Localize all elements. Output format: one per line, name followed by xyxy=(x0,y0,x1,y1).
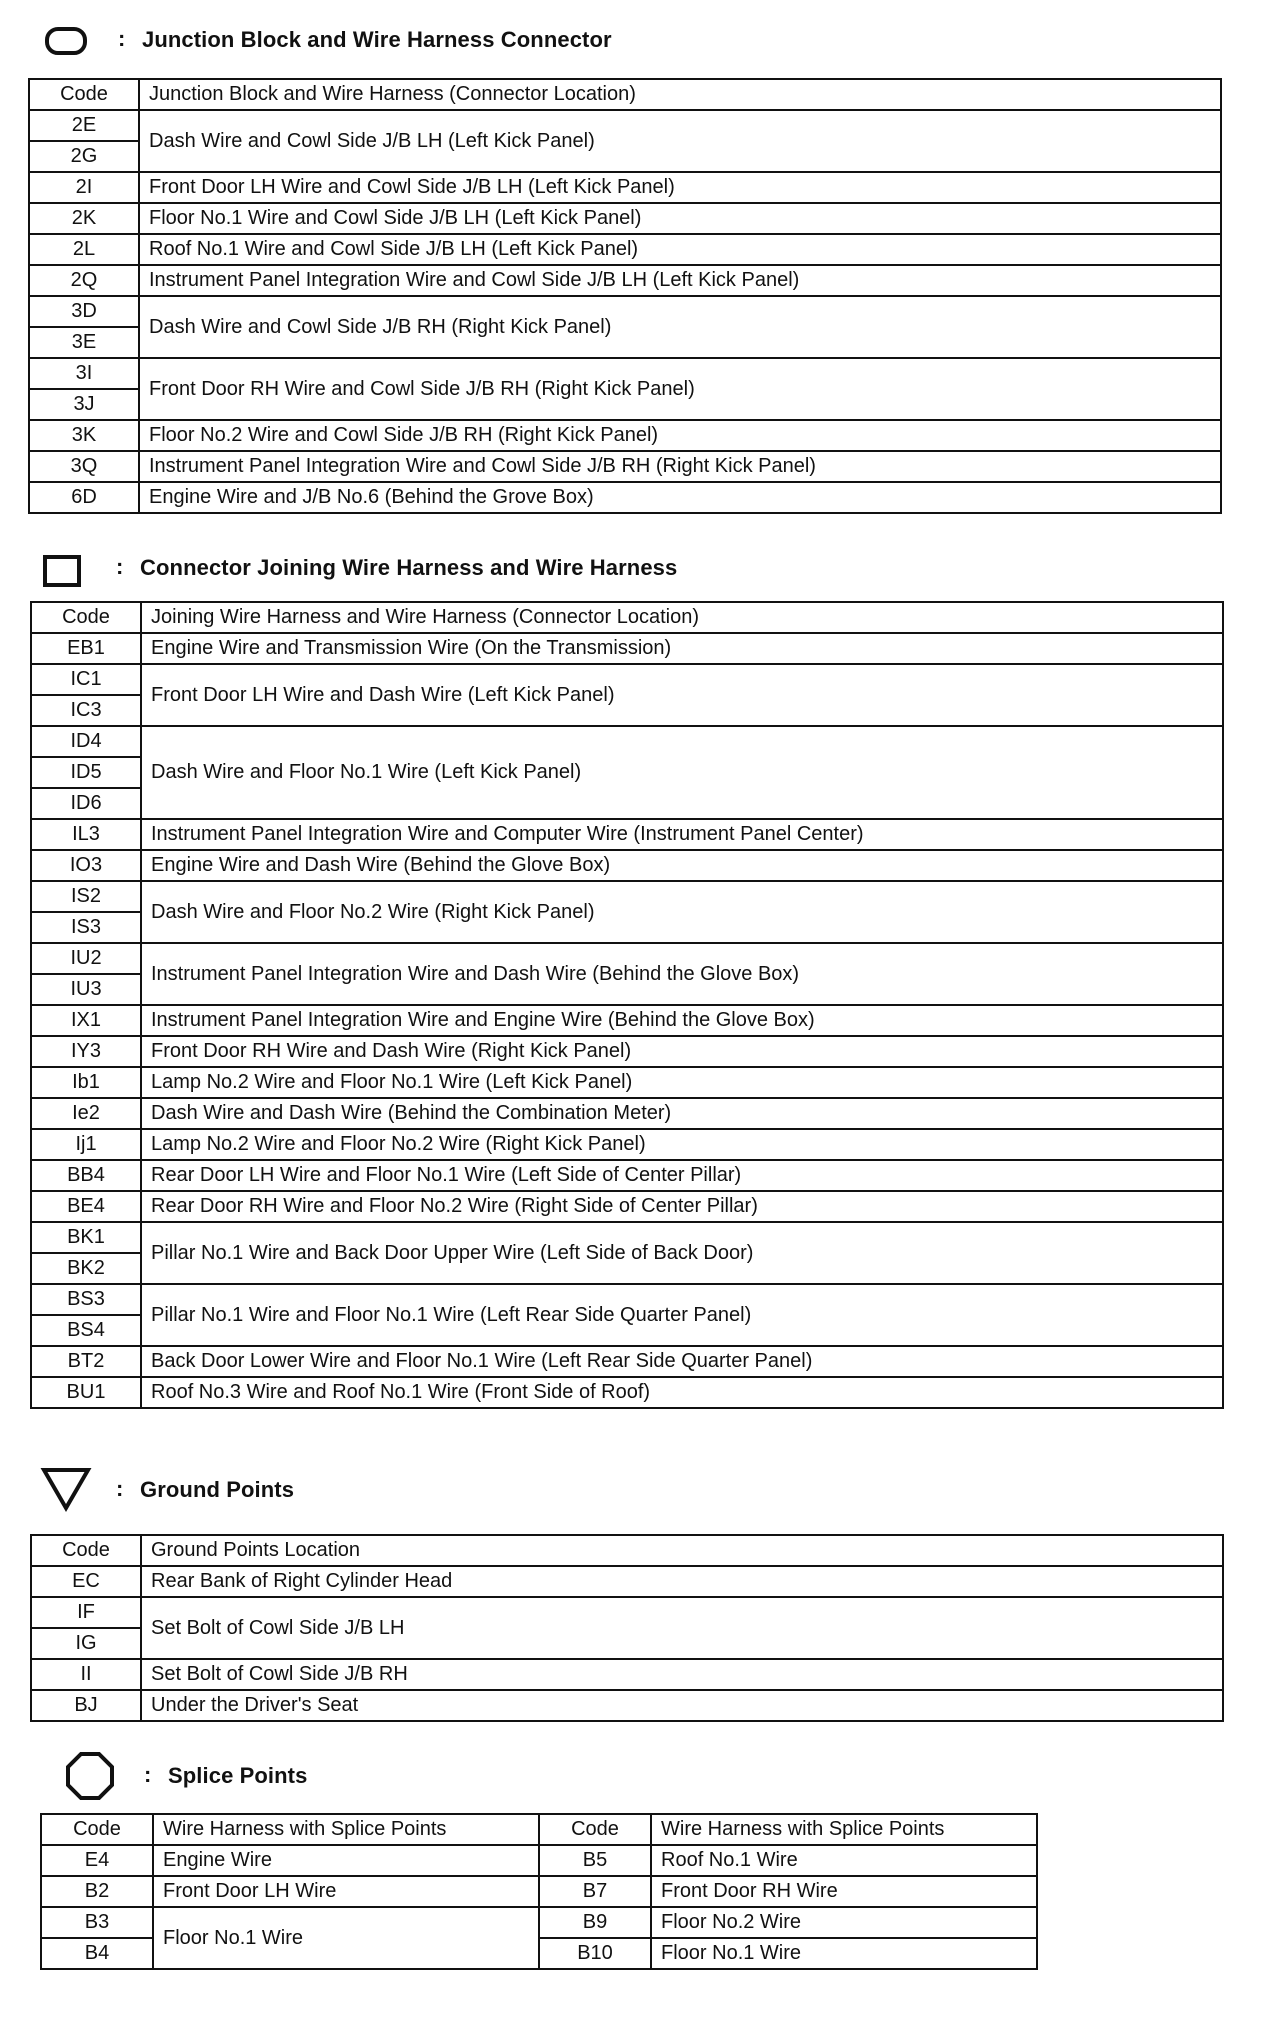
table-row xyxy=(29,234,1221,265)
section-title: Connector Joining Wire Harness and Wire Harness xyxy=(140,555,678,580)
header-code: Code xyxy=(29,79,139,110)
description-cell: Dash Wire and Floor No.1 Wire (Left Kick Panel) xyxy=(141,726,1223,819)
table-row xyxy=(31,1690,1223,1721)
code-cell: BE4 xyxy=(31,1191,141,1222)
description-cell: Front Door LH Wire and Dash Wire (Left Kick Panel) xyxy=(141,664,1223,726)
description-cell: Dash Wire and Floor No.2 Wire (Right Kick Panel) xyxy=(141,881,1223,943)
code-cell: Ie2 xyxy=(31,1098,141,1129)
header-row xyxy=(31,602,1223,633)
code-cell: 3K xyxy=(29,420,139,451)
code-cell: B9 xyxy=(539,1907,651,1938)
header-description: Ground Points Location xyxy=(141,1535,1223,1566)
table-row xyxy=(31,850,1223,881)
description-cell: Instrument Panel Integration Wire and Cowl Side J/B LH (Left Kick Panel) xyxy=(139,265,1221,296)
section-splice-heading xyxy=(60,1746,560,1804)
junction-table xyxy=(28,78,1222,514)
header-row xyxy=(29,79,1221,110)
table-row xyxy=(31,1377,1223,1408)
code-cell: IU2 xyxy=(31,943,141,974)
code-cell: EC xyxy=(31,1566,141,1597)
description-cell: Instrument Panel Integration Wire and Engine Wire (Behind the Glove Box) xyxy=(141,1005,1223,1036)
description-cell: Dash Wire and Dash Wire (Behind the Combination Meter) xyxy=(141,1098,1223,1129)
description-cell: Instrument Panel Integration Wire and Dash Wire (Behind the Glove Box) xyxy=(141,943,1223,1005)
description-cell: Roof No.1 Wire and Cowl Side J/B LH (Left Kick Panel) xyxy=(139,234,1221,265)
description-cell: Dash Wire and Cowl Side J/B RH (Right Kick Panel) xyxy=(139,296,1221,358)
description-cell: Front Door RH Wire xyxy=(651,1876,1037,1907)
code-cell: IY3 xyxy=(31,1036,141,1067)
section-title: Ground Points xyxy=(140,1477,295,1502)
description-cell: Lamp No.2 Wire and Floor No.1 Wire (Left Kick Panel) xyxy=(141,1067,1223,1098)
description-cell: Rear Bank of Right Cylinder Head xyxy=(141,1566,1223,1597)
code-cell: 3E xyxy=(29,327,139,358)
code-cell: 2E xyxy=(29,110,139,141)
description-cell: Dash Wire and Cowl Side J/B LH (Left Kick Panel) xyxy=(139,110,1221,172)
description-cell: Under the Driver's Seat xyxy=(141,1690,1223,1721)
header-description: Wire Harness with Splice Points xyxy=(153,1814,539,1845)
table-row xyxy=(29,172,1221,203)
table-row xyxy=(29,451,1221,482)
table-row xyxy=(31,1346,1223,1377)
table-row xyxy=(31,1191,1223,1222)
table-row xyxy=(29,296,1221,327)
description-cell: Engine Wire xyxy=(153,1845,539,1876)
code-cell: ID4 xyxy=(31,726,141,757)
description-cell: Floor No.1 Wire xyxy=(153,1907,539,1969)
description-cell: Rear Door RH Wire and Floor No.2 Wire (Right Side of Center Pillar) xyxy=(141,1191,1223,1222)
table-row xyxy=(31,1566,1223,1597)
description-cell: Lamp No.2 Wire and Floor No.2 Wire (Right Kick Panel) xyxy=(141,1129,1223,1160)
table-row xyxy=(539,1907,1037,1938)
rounded-rectangle-icon xyxy=(44,26,88,56)
description-cell: Floor No.2 Wire and Cowl Side J/B RH (Right Kick Panel) xyxy=(139,420,1221,451)
header-code: Code xyxy=(41,1814,153,1845)
description-cell: Instrument Panel Integration Wire and Computer Wire (Instrument Panel Center) xyxy=(141,819,1223,850)
code-cell: BK1 xyxy=(31,1222,141,1253)
description-cell: Back Door Lower Wire and Floor No.1 Wire (Left Rear Side Quarter Panel) xyxy=(141,1346,1223,1377)
header-code: Code xyxy=(31,1535,141,1566)
header-row xyxy=(31,1535,1223,1566)
description-cell: Engine Wire and Dash Wire (Behind the Glove Box) xyxy=(141,850,1223,881)
section-title: Junction Block and Wire Harness Connector xyxy=(142,27,612,52)
code-cell: Ib1 xyxy=(31,1067,141,1098)
header-row xyxy=(41,1814,539,1845)
table-row xyxy=(31,1067,1223,1098)
code-cell: ID6 xyxy=(31,788,141,819)
table-row xyxy=(31,726,1223,757)
description-cell: Front Door RH Wire and Dash Wire (Right Kick Panel) xyxy=(141,1036,1223,1067)
table-row xyxy=(31,1222,1223,1253)
code-cell: IX1 xyxy=(31,1005,141,1036)
code-cell: B10 xyxy=(539,1938,651,1969)
description-cell: Set Bolt of Cowl Side J/B LH xyxy=(141,1597,1223,1659)
connector-table xyxy=(30,601,1224,1409)
table-row xyxy=(41,1907,539,1938)
table-row xyxy=(31,1036,1223,1067)
code-cell: BU1 xyxy=(31,1377,141,1408)
code-cell: 3J xyxy=(29,389,139,420)
description-cell: Set Bolt of Cowl Side J/B RH xyxy=(141,1659,1223,1690)
table-row xyxy=(29,203,1221,234)
table-row xyxy=(31,943,1223,974)
table-row xyxy=(31,1284,1223,1315)
code-cell: B5 xyxy=(539,1845,651,1876)
description-cell: Floor No.1 Wire and Cowl Side J/B LH (Left Kick Panel) xyxy=(139,203,1221,234)
header-row xyxy=(539,1814,1037,1845)
code-cell: IG xyxy=(31,1628,141,1659)
colon: : xyxy=(116,1476,124,1501)
colon: : xyxy=(144,1762,152,1787)
code-cell: ID5 xyxy=(31,757,141,788)
code-cell: IC3 xyxy=(31,695,141,726)
description-cell: Roof No.1 Wire xyxy=(651,1845,1037,1876)
description-cell: Floor No.2 Wire xyxy=(651,1907,1037,1938)
code-cell: II xyxy=(31,1659,141,1690)
header-description: Joining Wire Harness and Wire Harness (Connector Location) xyxy=(141,602,1223,633)
table-row xyxy=(31,1005,1223,1036)
code-cell: BT2 xyxy=(31,1346,141,1377)
header-description: Junction Block and Wire Harness (Connector Location) xyxy=(139,79,1221,110)
code-cell: IS2 xyxy=(31,881,141,912)
code-cell: 3D xyxy=(29,296,139,327)
table-row xyxy=(29,358,1221,389)
header-code: Code xyxy=(539,1814,651,1845)
colon: : xyxy=(116,554,124,579)
code-cell: EB1 xyxy=(31,633,141,664)
description-cell: Front Door RH Wire and Cowl Side J/B RH (Right Kick Panel) xyxy=(139,358,1221,420)
code-cell: IL3 xyxy=(31,819,141,850)
table-row xyxy=(31,1659,1223,1690)
description-cell: Rear Door LH Wire and Floor No.1 Wire (Left Side of Center Pillar) xyxy=(141,1160,1223,1191)
table-row xyxy=(539,1845,1037,1876)
code-cell: 2G xyxy=(29,141,139,172)
code-cell: IS3 xyxy=(31,912,141,943)
splice-table-right xyxy=(538,1813,1038,1970)
code-cell: BK2 xyxy=(31,1253,141,1284)
splice-table-left xyxy=(40,1813,540,1970)
table-row xyxy=(29,110,1221,141)
description-cell: Floor No.1 Wire xyxy=(651,1938,1037,1969)
table-row xyxy=(29,265,1221,296)
section-title: Splice Points xyxy=(168,1763,308,1788)
code-cell: 3I xyxy=(29,358,139,389)
code-cell: BB4 xyxy=(31,1160,141,1191)
header-code: Code xyxy=(31,602,141,633)
table-row xyxy=(31,1597,1223,1628)
section-junction-heading xyxy=(40,20,740,60)
table-row xyxy=(31,1160,1223,1191)
code-cell: B7 xyxy=(539,1876,651,1907)
table-row xyxy=(29,420,1221,451)
description-cell: Pillar No.1 Wire and Floor No.1 Wire (Left Rear Side Quarter Panel) xyxy=(141,1284,1223,1346)
code-cell: B2 xyxy=(41,1876,153,1907)
code-cell: BJ xyxy=(31,1690,141,1721)
description-cell: Roof No.3 Wire and Roof No.1 Wire (Front Side of Roof) xyxy=(141,1377,1223,1408)
ground-table xyxy=(30,1534,1224,1722)
code-cell: 6D xyxy=(29,482,139,513)
code-cell: IO3 xyxy=(31,850,141,881)
description-cell: Front Door LH Wire and Cowl Side J/B LH (Left Kick Panel) xyxy=(139,172,1221,203)
description-cell: Instrument Panel Integration Wire and Cowl Side J/B RH (Right Kick Panel) xyxy=(139,451,1221,482)
description-cell: Engine Wire and J/B No.6 (Behind the Grove Box) xyxy=(139,482,1221,513)
description-cell: Engine Wire and Transmission Wire (On the Transmission) xyxy=(141,633,1223,664)
colon: : xyxy=(118,26,126,51)
table-row xyxy=(41,1876,539,1907)
code-cell: 3Q xyxy=(29,451,139,482)
code-cell: B4 xyxy=(41,1938,153,1969)
code-cell: BS3 xyxy=(31,1284,141,1315)
table-row xyxy=(31,1129,1223,1160)
section-connector-heading xyxy=(40,548,840,592)
code-cell: IU3 xyxy=(31,974,141,1005)
table-row xyxy=(31,633,1223,664)
section-ground-heading xyxy=(40,1464,640,1516)
header-description: Wire Harness with Splice Points xyxy=(651,1814,1037,1845)
table-row xyxy=(539,1876,1037,1907)
octagon-icon xyxy=(64,1750,116,1802)
table-row xyxy=(29,482,1221,513)
table-row xyxy=(539,1938,1037,1969)
code-cell: IF xyxy=(31,1597,141,1628)
code-cell: 2L xyxy=(29,234,139,265)
square-icon xyxy=(42,554,82,588)
code-cell: BS4 xyxy=(31,1315,141,1346)
table-row xyxy=(31,819,1223,850)
code-cell: 2Q xyxy=(29,265,139,296)
table-row xyxy=(31,881,1223,912)
code-cell: Ij1 xyxy=(31,1129,141,1160)
code-cell: E4 xyxy=(41,1845,153,1876)
code-cell: 2I xyxy=(29,172,139,203)
table-row xyxy=(31,1098,1223,1129)
code-cell: B3 xyxy=(41,1907,153,1938)
table-row xyxy=(41,1845,539,1876)
table-row xyxy=(31,664,1223,695)
description-cell: Pillar No.1 Wire and Back Door Upper Wire (Left Side of Back Door) xyxy=(141,1222,1223,1284)
description-cell: Front Door LH Wire xyxy=(153,1876,539,1907)
code-cell: 2K xyxy=(29,203,139,234)
ground-triangle-icon xyxy=(40,1466,92,1512)
code-cell: IC1 xyxy=(31,664,141,695)
